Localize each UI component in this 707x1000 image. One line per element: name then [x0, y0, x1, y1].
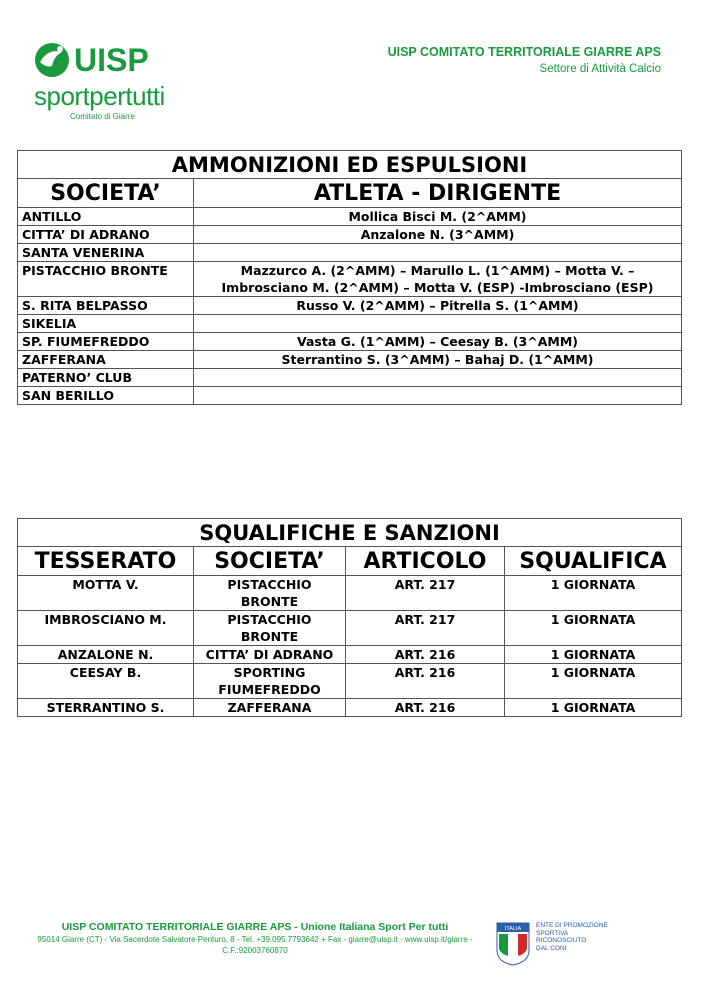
squalifica-cell: 1 GIORNATA: [505, 664, 682, 699]
coni-line: RICONOSCIUTO: [536, 937, 587, 944]
table-row: [18, 576, 682, 611]
table-row: [18, 208, 682, 226]
coni-badge: [496, 920, 656, 970]
atleta-cell: Mollica Bisci M. (2^AMM): [194, 208, 682, 226]
societa-cell: PATERNO’ CLUB: [18, 369, 194, 387]
header-org-info: [388, 44, 661, 77]
squalifica-cell: 1 GIORNATA: [505, 646, 682, 664]
squalifica-cell: 1 GIORNATA: [505, 611, 682, 646]
societa-cell: PISTACCHIO BRONTE: [18, 262, 194, 297]
coni-text: [536, 922, 608, 952]
societa-cell: SAN BERILLO: [18, 387, 194, 405]
logo-comitato-text: Comitato di Giarre: [70, 112, 135, 121]
atleta-cell: [194, 369, 682, 387]
logo-sportpertutti-text: sportpertutti: [34, 81, 165, 111]
table-row: [18, 369, 682, 387]
atleta-cell: Mazzurco A. (2^AMM) – Marullo L. (1^AMM) – Motta V. – Imbrosciano M. (2^AMM) – Motta V. (ESP) -Imbrosciano (ESP): [194, 262, 682, 297]
table-row: [18, 351, 682, 369]
table-row: [18, 262, 682, 297]
societa-cell: PISTACCHIO BRONTE: [194, 611, 346, 646]
table-row: [18, 315, 682, 333]
societa-cell: CITTA’ DI ADRANO: [194, 646, 346, 664]
coni-line: ENTE DI PROMOZIONE: [536, 922, 608, 929]
uisp-runner-icon: [30, 40, 74, 80]
atleta-cell: Anzalone N. (3^AMM): [194, 226, 682, 244]
atleta-cell: Sterrantino S. (3^AMM) – Bahaj D. (1^AMM): [194, 351, 682, 369]
italia-shield-icon: [496, 922, 530, 966]
tesserato-cell: MOTTA V.: [18, 576, 194, 611]
societa-cell: S. RITA BELPASSO: [18, 297, 194, 315]
col-atleta-header: ATLETA - DIRIGENTE: [194, 179, 682, 208]
table-row: [18, 244, 682, 262]
col-societa-header: SOCIETA’: [18, 179, 194, 208]
articolo-cell: ART. 216: [346, 699, 505, 717]
footer-address-line: 95014 Giarre (CT) - Via Sacerdote Salvatore Penturo, 8 - Tel. +39.095.7793642 + Fax - giarre@uisp.it - www.uisp.it/giarre - C.F.:92003760870: [37, 935, 473, 955]
societa-cell: CITTA’ DI ADRANO: [18, 226, 194, 244]
table-row: [18, 297, 682, 315]
org-name: UISP COMITATO TERRITORIALE GIARRE APS: [387, 45, 661, 59]
tesserato-cell: STERRANTINO S.: [18, 699, 194, 717]
logo-uisp-text: UISP: [74, 42, 149, 78]
tesserato-cell: IMBROSCIANO M.: [18, 611, 194, 646]
squalifica-cell: 1 GIORNATA: [505, 576, 682, 611]
societa-cell: ZAFFERANA: [194, 699, 346, 717]
squalifiche-table: [17, 518, 682, 717]
table-row: [18, 646, 682, 664]
table-row: [18, 699, 682, 717]
col-articolo-header: ARTICOLO: [346, 547, 505, 576]
col-tesserato-header: TESSERATO: [18, 547, 194, 576]
squalifica-cell: 1 GIORNATA: [505, 699, 682, 717]
table-row: [18, 226, 682, 244]
table-row: [18, 333, 682, 351]
societa-cell: PISTACCHIO BRONTE: [194, 576, 346, 611]
societa-cell: SIKELIA: [18, 315, 194, 333]
footer: [20, 920, 490, 956]
table-row: [18, 387, 682, 405]
uisp-logo: [30, 40, 180, 125]
org-sector: Settore di Attività Calcio: [539, 63, 661, 75]
societa-cell: SPORTING FIUMEFREDDO: [194, 664, 346, 699]
squalifiche-title: SQUALIFICHE E SANZIONI: [18, 519, 682, 547]
atleta-cell: [194, 244, 682, 262]
table-row: [18, 611, 682, 646]
atleta-cell: [194, 315, 682, 333]
articolo-cell: ART. 217: [346, 611, 505, 646]
atleta-cell: Russo V. (2^AMM) – Pitrella S. (1^AMM): [194, 297, 682, 315]
italia-label: ITALIA: [504, 926, 522, 932]
ammonizioni-title: AMMONIZIONI ED ESPULSIONI: [18, 151, 682, 179]
atleta-cell: [194, 387, 682, 405]
atleta-cell: Vasta G. (1^AMM) – Ceesay B. (3^AMM): [194, 333, 682, 351]
coni-line: SPORTIVA: [536, 929, 569, 937]
articolo-cell: ART. 217: [346, 576, 505, 611]
societa-cell: SANTA VENERINA: [18, 244, 194, 262]
col-societa-header: SOCIETA’: [194, 547, 346, 576]
societa-cell: SP. FIUMEFREDDO: [18, 333, 194, 351]
ammonizioni-table: [17, 150, 682, 405]
footer-org-line: UISP COMITATO TERRITORIALE GIARRE APS - Unione Italiana Sport Per tutti: [61, 921, 449, 933]
articolo-cell: ART. 216: [346, 646, 505, 664]
articolo-cell: ART. 216: [346, 664, 505, 699]
table-row: [18, 664, 682, 699]
societa-cell: ANTILLO: [18, 208, 194, 226]
col-squalifica-header: SQUALIFICA: [505, 547, 682, 576]
coni-line: DAL CONI: [536, 944, 567, 952]
tesserato-cell: ANZALONE N.: [18, 646, 194, 664]
tesserato-cell: CEESAY B.: [18, 664, 194, 699]
societa-cell: ZAFFERANA: [18, 351, 194, 369]
